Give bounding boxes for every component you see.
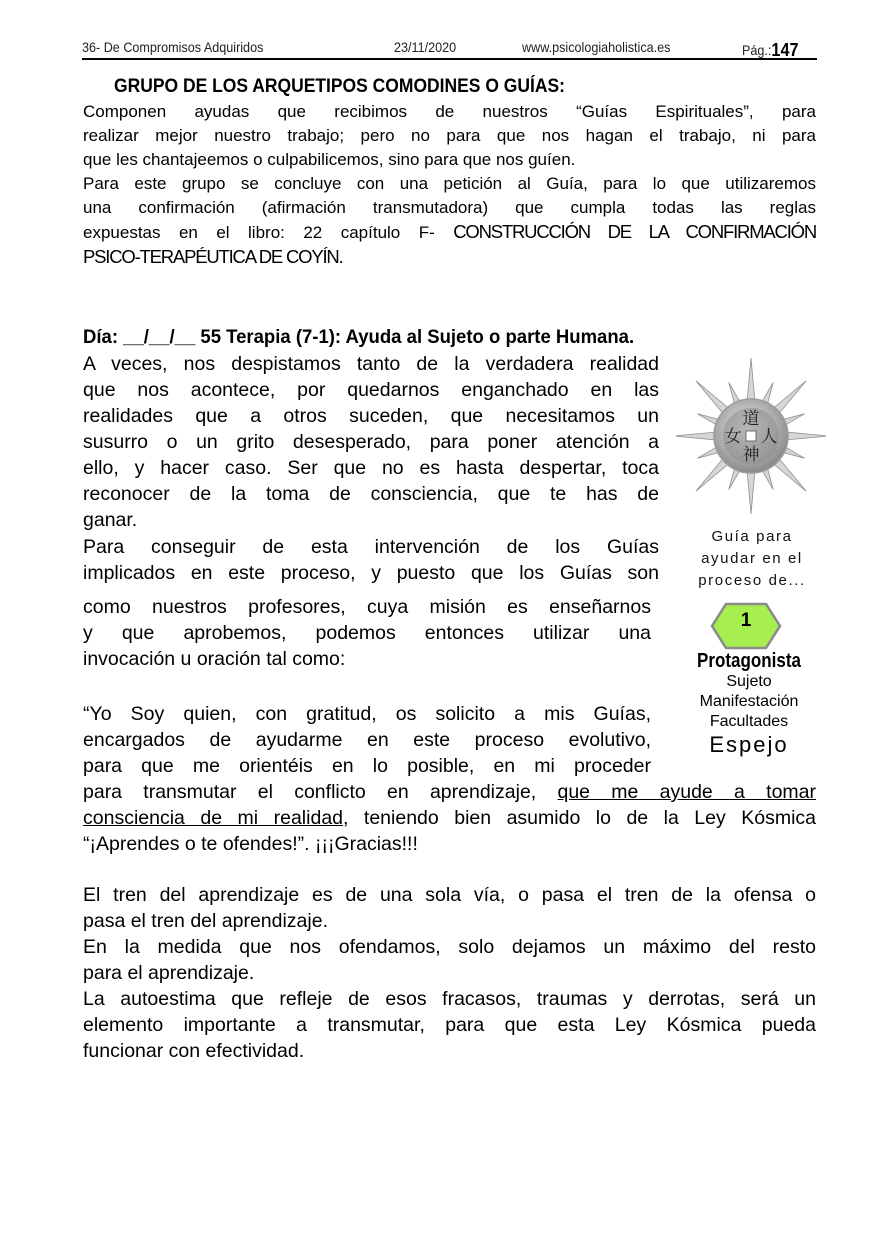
- text-line: La autoestima que refleje de esos fracasos, traumas y derrotas, será un: [83, 988, 816, 1010]
- text-line: que nos acontece, por quedarnos enganchado en las: [83, 379, 659, 401]
- text-line: una confirmación (afirmación transmutadora) que cumpla todas las reglas: [83, 198, 816, 217]
- text-line: pasa el tren del aprendizaje.: [83, 910, 328, 932]
- hexagon-number: 1: [740, 610, 752, 631]
- invocation-block: [83, 701, 651, 779]
- glyph-left: 女: [724, 427, 742, 447]
- chapter-reference-cont: PSICO-TERAPÉUTICA DE COYÍN.: [83, 246, 343, 267]
- text-line: “Yo Soy quien, con gratitud, os solicito a mis Guías,: [83, 703, 651, 725]
- text-line: que les chantajeemos o culpabilicemos, sino para que nos guíen.: [83, 150, 576, 169]
- role-sub: Sujeto: [726, 673, 772, 690]
- section-title: GRUPO DE LOS ARQUETIPOS COMODINES O GUÍAS:: [114, 76, 565, 97]
- therapy-block-1: [83, 351, 659, 533]
- header-url: www.psicologiaholistica.es: [522, 39, 671, 55]
- text-line: para que me orientéis en lo posible, en mi proceder: [83, 755, 651, 777]
- underlined-text: que me ayude a tomar: [557, 781, 816, 803]
- text-fragment: expuestas en el libro: 22 capítulo F-: [83, 223, 454, 242]
- glyph-bottom: 神: [742, 445, 760, 465]
- chapter-reference: CONSTRUCCIÓN DE LA CONFIRMACIÓN: [453, 221, 816, 242]
- caption-line: proceso de...: [698, 572, 806, 589]
- intro-paragraph: [83, 100, 816, 172]
- role-sub: Facultades: [709, 713, 789, 730]
- protagonist-caption: [676, 650, 822, 758]
- text-line: A veces, nos despistamos tanto de la verdadera realidad: [83, 353, 659, 375]
- text-line: implicados en este proceso, y puesto que los Guías son: [83, 562, 659, 584]
- text-line: [83, 805, 816, 831]
- text-line: “¡Aprendes o te ofendes!”. ¡¡¡Gracias!!!: [83, 833, 418, 855]
- text-line: Para conseguir de esta intervención de los Guías: [83, 536, 659, 558]
- invocation-block-cont: [83, 779, 816, 857]
- caption-line: Guía para: [711, 528, 793, 545]
- therapy-title: Día: __/__/__ 55 Terapia (7-1): Ayuda al Sujeto o parte Humana.: [83, 326, 635, 348]
- text-line: ello, y hacer caso. Ser que no es hasta despertar, toca: [83, 457, 659, 479]
- text-line: Para este grupo se concluye con una petición al Guía, para lo que utilizaremos: [83, 174, 816, 193]
- header-title: 36- De Compromisos Adquiridos: [82, 39, 264, 55]
- header-date: 23/11/2020: [394, 39, 457, 55]
- text-line: invocación u oración tal como:: [83, 648, 346, 670]
- text-fragment: , teniendo bien asumido lo de la Ley Kósmica: [343, 807, 816, 829]
- text-line: realizar mejor nuestro trabajo; pero no para que nos hagan el trabajo, ni para: [83, 126, 816, 145]
- text-line: [83, 779, 816, 805]
- mirror-label: Espejo: [709, 732, 789, 757]
- page-header: [82, 36, 817, 60]
- text-line: ganar.: [83, 509, 138, 531]
- conclusion-paragraph: [83, 172, 816, 269]
- text-line: y que aprobemos, podemos entonces utilizar una: [83, 622, 651, 644]
- text-line: como nuestros profesores, cuya misión es enseñarnos: [83, 596, 651, 618]
- text-line: elemento importante a transmutar, para que esta Ley Kósmica pueda: [83, 1014, 816, 1036]
- therapy-block-2: [83, 534, 659, 586]
- sun-ray: [785, 432, 826, 440]
- guide-sun-icon: [676, 350, 826, 522]
- text-line: susurro o un grito desesperado, para poner atención a: [83, 431, 659, 453]
- text-fragment: para transmutar el conflicto en aprendizaje,: [83, 781, 558, 803]
- glyph-right: 人: [760, 427, 778, 447]
- text-line: En la medida que nos ofendamos, solo dejamos un máximo del resto: [83, 936, 816, 958]
- page-number: 147: [771, 40, 799, 60]
- header-page: [742, 39, 798, 60]
- caption-line: ayudar en el: [701, 550, 803, 567]
- glyph-top: 道: [742, 409, 760, 429]
- text-line: encargados de ayudarme en este proceso evolutivo,: [83, 729, 651, 751]
- therapy-block-3: [83, 594, 651, 672]
- page-label: Pág.:: [742, 42, 772, 58]
- role-label: Protagonista: [697, 650, 801, 672]
- guide-caption: [682, 526, 822, 592]
- text-line: [83, 220, 816, 245]
- role-sub: Manifestación: [699, 693, 799, 710]
- text-line: realidades que a otros suceden, que necesitamos un: [83, 405, 659, 427]
- closing-block: [83, 882, 816, 1064]
- text-line: reconocer de la toma de consciencia, que te has de: [83, 483, 659, 505]
- text-line: funcionar con efectividad.: [83, 1040, 305, 1062]
- text-line: Componen ayudas que recibimos de nuestros “Guías Espirituales”, para: [83, 102, 816, 121]
- text-line: El tren del aprendizaje es de una sola vía, o pasa el tren de la ofensa o: [83, 884, 816, 906]
- underlined-text: consciencia de mi realidad: [83, 807, 344, 829]
- sun-ray: [747, 470, 755, 514]
- text-line: para el aprendizaje.: [83, 962, 255, 984]
- sun-ray: [747, 358, 755, 402]
- coin-hole: [746, 431, 756, 441]
- sun-ray: [676, 432, 717, 440]
